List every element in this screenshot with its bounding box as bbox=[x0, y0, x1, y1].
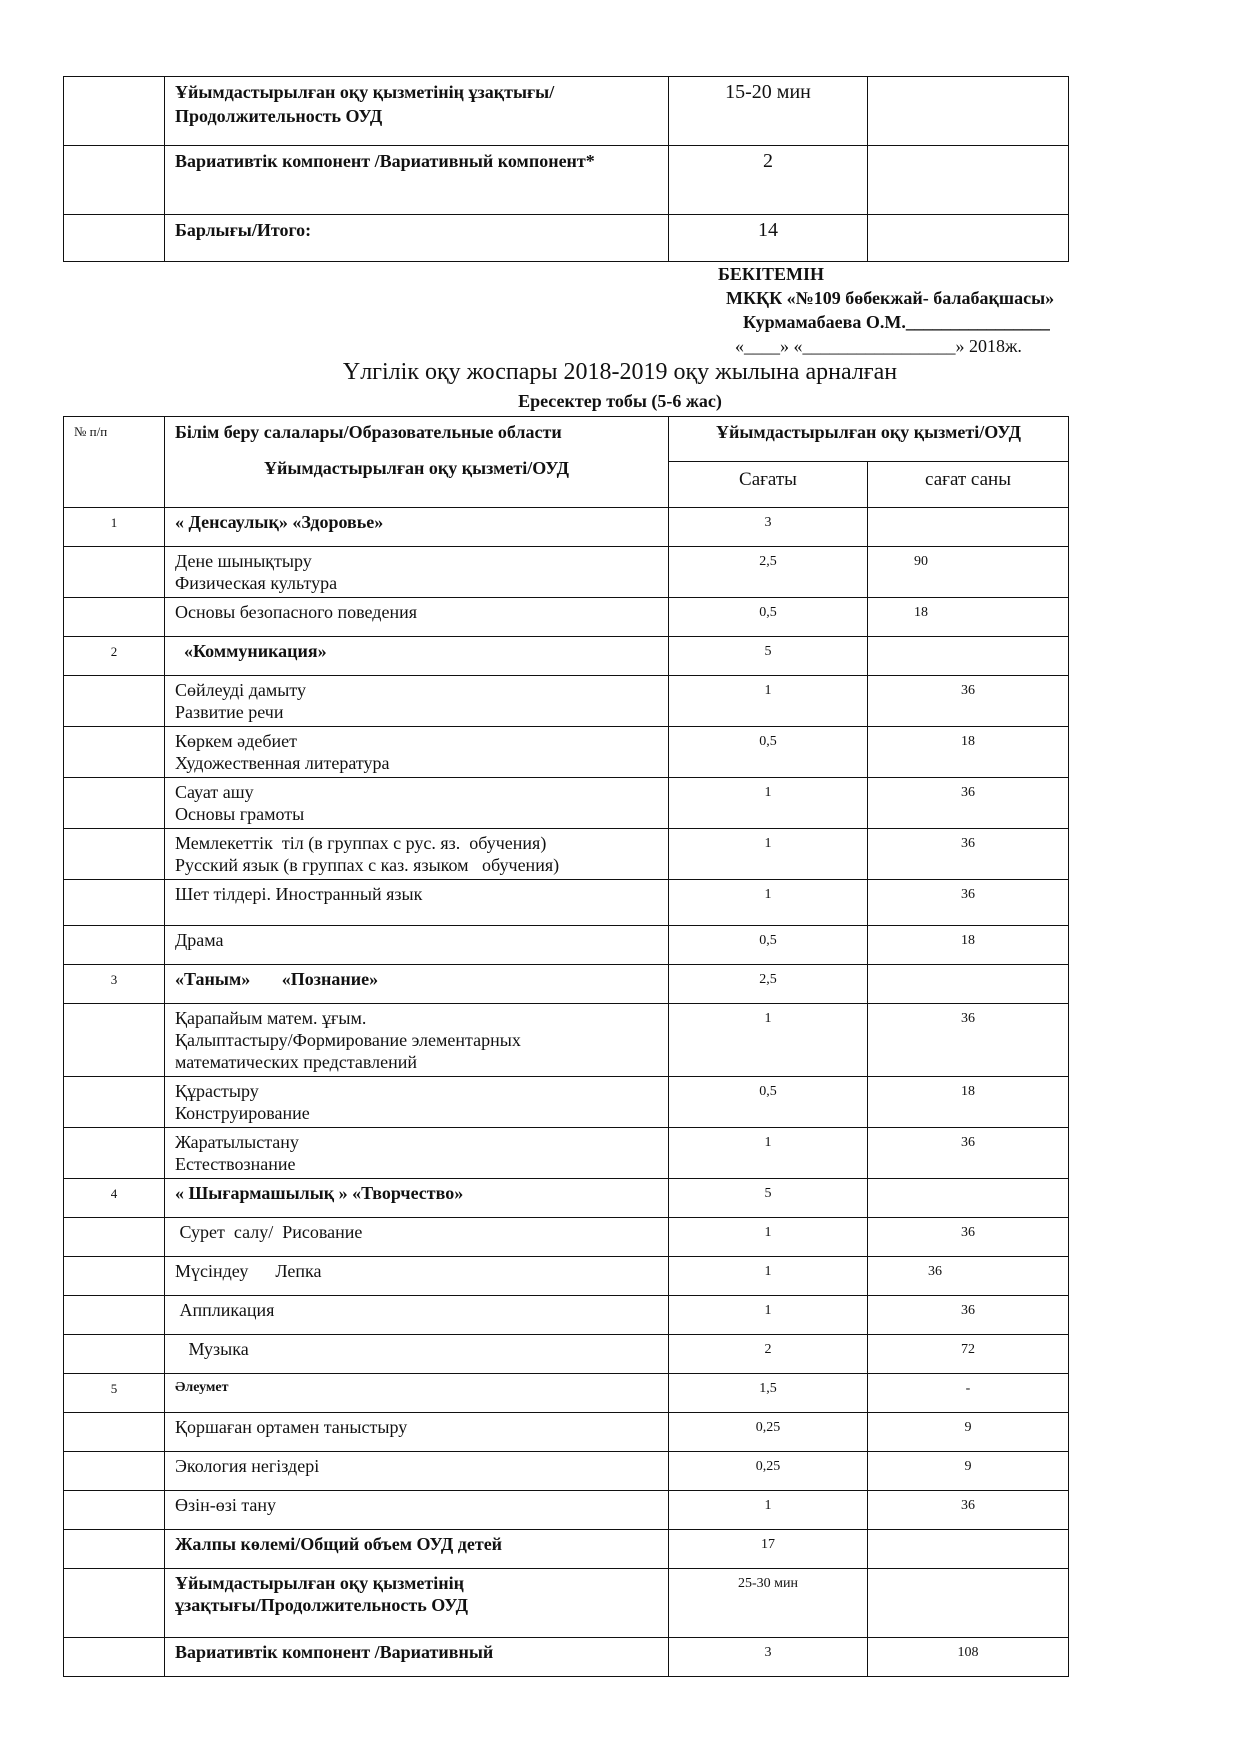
row-subject bbox=[165, 1128, 669, 1179]
header-areas bbox=[165, 417, 669, 508]
row-number: 2 bbox=[64, 637, 165, 676]
table-row bbox=[64, 880, 1069, 926]
header-areas-label: Білім беру салалары/Образовательные области bbox=[175, 422, 562, 442]
table-row bbox=[64, 1491, 1069, 1530]
row-hours: 1 bbox=[669, 778, 868, 829]
row-hours: 0,25 bbox=[669, 1413, 868, 1452]
row-hours: 3 bbox=[669, 508, 868, 547]
header-row bbox=[64, 417, 1069, 462]
row-value: 2 bbox=[669, 146, 868, 215]
subject-line: Русский язык (в группах с каз. языком обучения) bbox=[175, 855, 560, 875]
subject-line: Дене шынықтыру bbox=[175, 551, 312, 571]
subject-line: Жаратылыстану bbox=[175, 1132, 299, 1152]
subject-line: Развитие речи bbox=[175, 702, 284, 722]
row-hours: 3 bbox=[669, 1638, 868, 1677]
row-count: 72 bbox=[868, 1335, 1069, 1374]
row-hours: 2,5 bbox=[669, 965, 868, 1004]
table-row bbox=[64, 965, 1069, 1004]
subject-line: Музыка bbox=[175, 1339, 249, 1359]
row-number bbox=[64, 1077, 165, 1128]
num-cell bbox=[64, 146, 165, 215]
row-subject bbox=[165, 778, 669, 829]
subject-line: Основы грамоты bbox=[175, 804, 305, 824]
row-number bbox=[64, 547, 165, 598]
table-row bbox=[64, 1569, 1069, 1638]
row-hours: 1 bbox=[669, 1218, 868, 1257]
row-subject bbox=[165, 1569, 669, 1638]
row-hours: 1 bbox=[669, 1296, 868, 1335]
table-row bbox=[64, 1335, 1069, 1374]
row-subject bbox=[165, 1413, 669, 1452]
header-hours: Сағаты bbox=[669, 462, 868, 508]
subject-line: Вариативтік компонент /Вариативный bbox=[175, 1642, 494, 1662]
row-subject bbox=[165, 1179, 669, 1218]
subject-line: Көркем әдебиет bbox=[175, 731, 297, 751]
row-subject bbox=[165, 727, 669, 778]
subject-line: Основы безопасного поведения bbox=[175, 602, 417, 622]
row-hours: 0,5 bbox=[669, 727, 868, 778]
subject-line: Сөйлеуді дамыту bbox=[175, 680, 306, 700]
subject-line: «Коммуникация» bbox=[175, 641, 327, 661]
table-row bbox=[64, 676, 1069, 727]
table-row bbox=[64, 146, 1069, 215]
subject-line: Өзін-өзі тану bbox=[175, 1495, 277, 1515]
row-hours: 0,5 bbox=[669, 926, 868, 965]
row-number bbox=[64, 829, 165, 880]
subject-line: « Денсаулық» «Здоровье» bbox=[175, 512, 384, 532]
subject-line: Драма bbox=[175, 930, 224, 950]
row-count: 36 bbox=[868, 1128, 1069, 1179]
subject-line: Художественная литература bbox=[175, 753, 390, 773]
row-number: 5 bbox=[64, 1374, 165, 1413]
row-count: 36 bbox=[868, 1491, 1069, 1530]
row-hours: 2,5 bbox=[669, 547, 868, 598]
row-count bbox=[868, 508, 1069, 547]
table-row bbox=[64, 1004, 1069, 1077]
approval-date-text: «____» «_________________» 2018ж. bbox=[735, 336, 1022, 356]
row-count bbox=[868, 1569, 1069, 1638]
row-count: - bbox=[868, 1374, 1069, 1413]
subject-line: Физическая культура bbox=[175, 573, 338, 593]
subject-line: Экология негіздері bbox=[175, 1456, 320, 1476]
row-subject bbox=[165, 1004, 669, 1077]
row-hours: 2 bbox=[669, 1335, 868, 1374]
row-count: 36 bbox=[868, 1218, 1069, 1257]
subject-line: ұзақтығы/Продолжительность ОУД bbox=[175, 1595, 469, 1615]
row-number bbox=[64, 1530, 165, 1569]
row-count bbox=[868, 1530, 1069, 1569]
subject-line: Жалпы көлемі/Общий объем ОУД детей bbox=[175, 1534, 503, 1554]
row-number bbox=[64, 676, 165, 727]
table-row bbox=[64, 77, 1069, 146]
table-row bbox=[64, 1638, 1069, 1677]
subject-line: Қарапайым матем. ұғым. bbox=[175, 1008, 367, 1028]
row-count: 90 bbox=[868, 547, 1069, 598]
row-number bbox=[64, 778, 165, 829]
row-count: 36 bbox=[868, 880, 1069, 926]
table-row bbox=[64, 1296, 1069, 1335]
curriculum-rows bbox=[64, 508, 1069, 1677]
row-subject bbox=[165, 1374, 669, 1413]
table-row bbox=[64, 1374, 1069, 1413]
row-count: 36 bbox=[868, 1257, 1069, 1296]
row-hours: 1 bbox=[669, 880, 868, 926]
table-row bbox=[64, 1218, 1069, 1257]
row-count bbox=[868, 637, 1069, 676]
row-hours: 17 bbox=[669, 1530, 868, 1569]
row-number bbox=[64, 1218, 165, 1257]
row-subject bbox=[165, 1335, 669, 1374]
row-number bbox=[64, 1128, 165, 1179]
header-count: сағат саны bbox=[868, 462, 1069, 508]
subject-line: Құрастыру bbox=[175, 1081, 259, 1101]
row-subject bbox=[165, 1257, 669, 1296]
row-number: 4 bbox=[64, 1179, 165, 1218]
row-subject bbox=[165, 1491, 669, 1530]
empty-cell bbox=[868, 77, 1069, 146]
row-count: 36 bbox=[868, 829, 1069, 880]
row-subject bbox=[165, 547, 669, 598]
row-count: 18 bbox=[868, 598, 1069, 637]
table-row bbox=[64, 1257, 1069, 1296]
table-row bbox=[64, 508, 1069, 547]
table-row bbox=[64, 1413, 1069, 1452]
subject-line: Сурет салу/ Рисование bbox=[175, 1222, 363, 1242]
row-subject bbox=[165, 598, 669, 637]
row-hours: 1 bbox=[669, 1257, 868, 1296]
row-count bbox=[868, 1179, 1069, 1218]
row-hours: 0,5 bbox=[669, 598, 868, 637]
table-row bbox=[64, 727, 1069, 778]
row-value: 14 bbox=[669, 215, 868, 262]
row-subject bbox=[165, 1530, 669, 1569]
subject-line: « Шығармашылық » «Творчество» bbox=[175, 1183, 464, 1203]
top-summary-table bbox=[63, 76, 1069, 262]
num-cell bbox=[64, 215, 165, 262]
row-subject bbox=[165, 1452, 669, 1491]
row-subject bbox=[165, 965, 669, 1004]
row-subject bbox=[165, 1638, 669, 1677]
num-cell bbox=[64, 77, 165, 146]
header-num: № п/п bbox=[64, 417, 165, 508]
row-hours: 5 bbox=[669, 1179, 868, 1218]
row-hours: 1 bbox=[669, 1128, 868, 1179]
row-count: 36 bbox=[868, 1004, 1069, 1077]
row-number bbox=[64, 598, 165, 637]
row-count: 108 bbox=[868, 1638, 1069, 1677]
row-number bbox=[64, 880, 165, 926]
row-number bbox=[64, 1638, 165, 1677]
table-row bbox=[64, 829, 1069, 880]
subject-line: Шет тілдері. Иностранный язык bbox=[175, 884, 423, 904]
row-number bbox=[64, 1569, 165, 1638]
row-subject bbox=[165, 637, 669, 676]
row-hours: 0,25 bbox=[669, 1452, 868, 1491]
row-number bbox=[64, 1452, 165, 1491]
row-hours: 0,5 bbox=[669, 1077, 868, 1128]
subject-line: Ұйымдастырылған оқу қызметінің bbox=[175, 1573, 464, 1593]
row-hours: 25-30 мин bbox=[669, 1569, 868, 1638]
subject-line: математических представлений bbox=[175, 1052, 418, 1072]
row-label: Барлығы/Итого: bbox=[165, 215, 669, 262]
page-title: Үлгілік оқу жоспары 2018-2019 оқу жылына арналған bbox=[342, 359, 898, 385]
row-number bbox=[64, 1413, 165, 1452]
row-count: 9 bbox=[868, 1413, 1069, 1452]
row-count: 9 bbox=[868, 1452, 1069, 1491]
row-number bbox=[64, 1004, 165, 1077]
table-row bbox=[64, 1128, 1069, 1179]
subject-line: Қоршаған ортамен таныстыру bbox=[175, 1417, 408, 1437]
approval-signer: Курмамабаева О.М.________________ bbox=[743, 312, 1050, 332]
row-subject bbox=[165, 1296, 669, 1335]
row-subject bbox=[165, 926, 669, 965]
table-row bbox=[64, 637, 1069, 676]
approval-date bbox=[735, 336, 1022, 357]
row-hours: 1 bbox=[669, 1004, 868, 1077]
row-count: 18 bbox=[868, 727, 1069, 778]
page-subtitle: Ересектер тобы (5-6 жас) bbox=[518, 391, 722, 411]
approval-org: МКҚК «№109 бөбекжай- балабақшасы» bbox=[726, 288, 1055, 308]
row-number: 1 bbox=[64, 508, 165, 547]
curriculum-table bbox=[63, 416, 1069, 1677]
row-count: 36 bbox=[868, 676, 1069, 727]
table-row bbox=[64, 1530, 1069, 1569]
table-row bbox=[64, 547, 1069, 598]
row-number bbox=[64, 727, 165, 778]
subject-line: Әлеумет bbox=[175, 1380, 229, 1395]
row-hours: 1 bbox=[669, 829, 868, 880]
row-number: 3 bbox=[64, 965, 165, 1004]
row-count bbox=[868, 965, 1069, 1004]
approval-heading: БЕКІТЕМІН bbox=[718, 264, 824, 284]
table-row bbox=[64, 598, 1069, 637]
table-row bbox=[64, 778, 1069, 829]
row-subject bbox=[165, 829, 669, 880]
row-count: 18 bbox=[868, 1077, 1069, 1128]
subject-line: Естествознание bbox=[175, 1154, 296, 1174]
row-hours: 1 bbox=[669, 1491, 868, 1530]
row-label: Вариативтік компонент /Вариативный компонент* bbox=[165, 146, 669, 215]
row-subject bbox=[165, 676, 669, 727]
row-number bbox=[64, 1491, 165, 1530]
row-number bbox=[64, 1296, 165, 1335]
row-value: 15-20 мин bbox=[669, 77, 868, 146]
subject-line: Мүсіндеу Лепка bbox=[175, 1261, 322, 1281]
header-oud-group: Ұйымдастырылған оқу қызметі/ОУД bbox=[669, 417, 1069, 462]
subject-line: Мемлекеттік тіл (в группах с рус. яз. обучения) bbox=[175, 833, 547, 853]
subject-line: «Таным» «Познание» bbox=[175, 969, 379, 989]
row-hours: 1,5 bbox=[669, 1374, 868, 1413]
subject-line: Аппликация bbox=[175, 1300, 275, 1320]
empty-cell bbox=[868, 215, 1069, 262]
subject-line: Сауат ашу bbox=[175, 782, 254, 802]
row-number bbox=[64, 926, 165, 965]
row-subject bbox=[165, 1077, 669, 1128]
row-count: 36 bbox=[868, 1296, 1069, 1335]
header-oud-label: Ұйымдастырылған оқу қызметі/ОУД bbox=[263, 458, 569, 478]
row-count: 18 bbox=[868, 926, 1069, 965]
subject-line: Конструирование bbox=[175, 1103, 310, 1123]
subject-line: Қалыптастыру/Формирование элементарных bbox=[175, 1030, 521, 1050]
row-number bbox=[64, 1257, 165, 1296]
row-subject bbox=[165, 1218, 669, 1257]
row-count: 36 bbox=[868, 778, 1069, 829]
empty-cell bbox=[868, 146, 1069, 215]
row-hours: 1 bbox=[669, 676, 868, 727]
row-subject bbox=[165, 880, 669, 926]
table-row bbox=[64, 1179, 1069, 1218]
table-row bbox=[64, 1077, 1069, 1128]
table-row bbox=[64, 926, 1069, 965]
row-hours: 5 bbox=[669, 637, 868, 676]
row-label: Ұйымдастырылған оқу қызметінің ұзақтығы/Продолжительность ОУД bbox=[165, 77, 669, 146]
row-number bbox=[64, 1335, 165, 1374]
table-row bbox=[64, 215, 1069, 262]
table-row bbox=[64, 1452, 1069, 1491]
row-subject bbox=[165, 508, 669, 547]
